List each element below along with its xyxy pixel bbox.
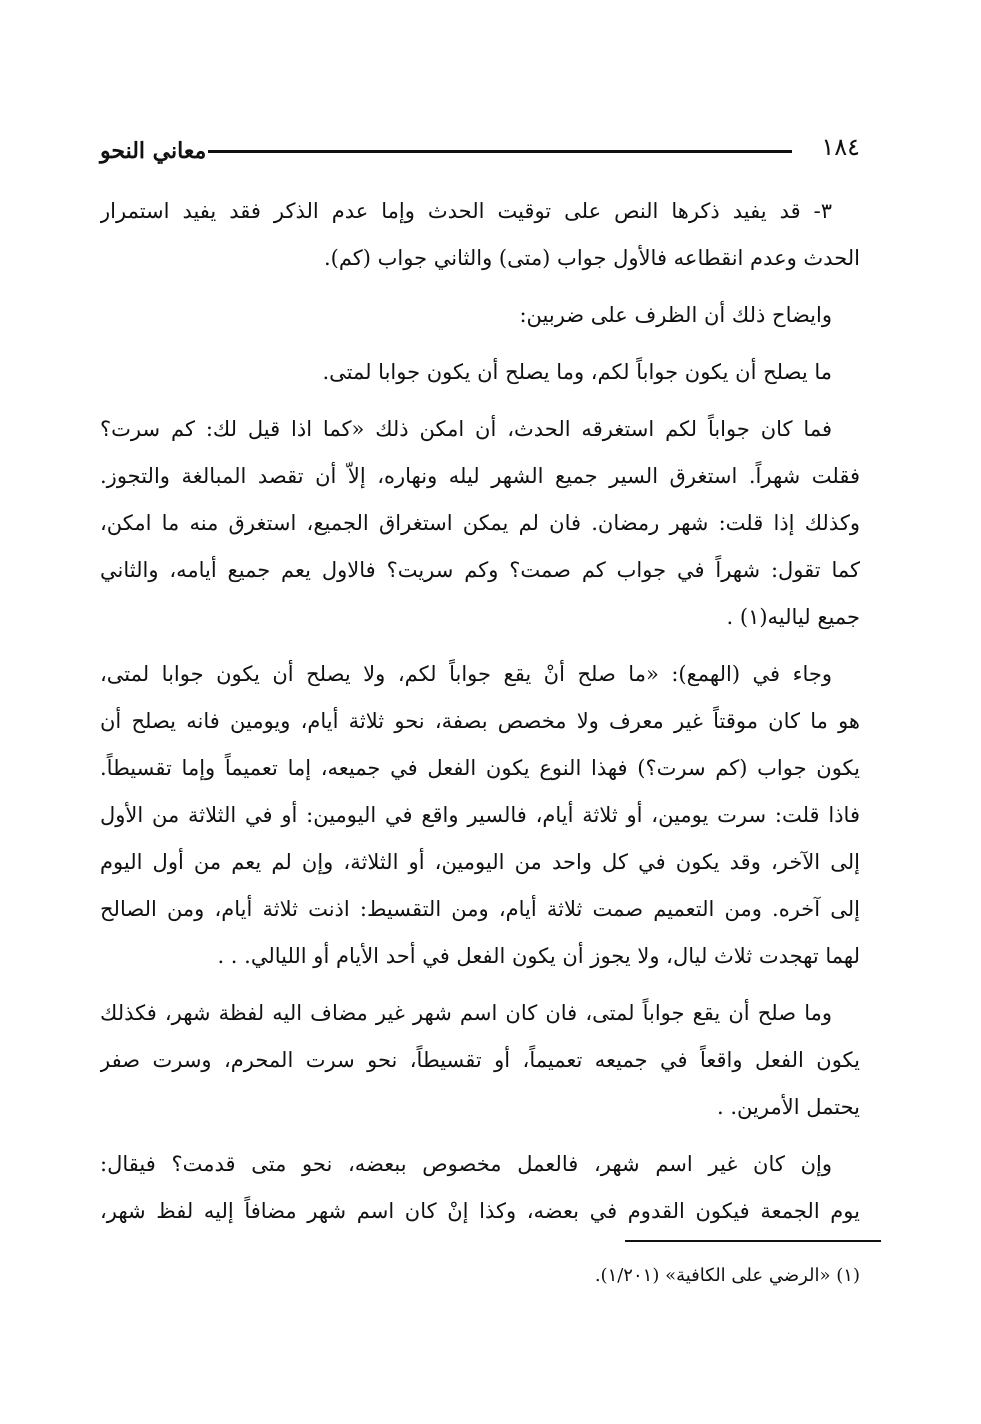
text-line: الحدث وعدم انقطاعه فالأول جواب (متى) والثاني جواب (كم). <box>323 246 860 270</box>
text-line: يحتمل الأمرين. . <box>717 1095 860 1119</box>
footnote-rule <box>625 1240 881 1242</box>
paragraph <box>100 349 860 396</box>
text-line: فقلت شهراً. استغرق السير جميع الشهر ليله ونهاره، إلاّ أن تقصد المبالغة والتجوز. <box>100 464 860 488</box>
text-line: وما صلح أن يقع جواباً لمتى، فان كان اسم شهر غير مضاف اليه لفظة شهر، فكذلك <box>100 1001 832 1025</box>
text-line: فما كان جواباً لكم استغرقه الحدث، أن امكن ذلك «كما اذا قيل لك: كم سرت؟ <box>100 417 832 441</box>
paragraph <box>100 406 860 641</box>
text-line: وإن كان غير اسم شهر، فالعمل مخصوص ببعضه، نحو متى قدمت؟ فيقال: <box>100 1152 832 1176</box>
page-header <box>100 132 860 172</box>
running-title: معاني النحو <box>100 138 207 164</box>
text-line: إلى آخره. ومن التعميم صمت ثلاثة أيام، ومن التقسيط: اذنت ثلاثة أيام، ومن الصالح <box>100 897 860 921</box>
text-line: ما يصلح أن يكون جواباً لكم، وما يصلح أن يكون جوابا لمتى. <box>322 360 832 384</box>
text-line: فاذا قلت: سرت يومين، أو ثلاثة أيام، فالسير واقع في اليومين: أو في الثلاثة من الأول <box>100 803 860 827</box>
text-line: وكذلك إذا قلت: شهر رمضان. فان لم يمكن استغراق الجميع، استغرق منه ما امكن، <box>100 511 860 535</box>
text-line: ٣- قد يفيد ذكرها النص على توقيت الحدث وإما عدم الذكر فقد يفيد استمرار <box>100 199 832 223</box>
paragraph <box>100 651 860 980</box>
text-line: وايضاح ذلك أن الظرف على ضربين: <box>519 303 832 327</box>
text-line: يكون الفعل واقعاً في جميعه تعميماً، أو تقسيطاً، نحو سرت المحرم، وسرت صفر <box>100 1048 860 1072</box>
text-line: كما تقول: شهراً في جواب كم صمت؟ وكم سريت؟ فالاول يعم جميع أيامه، والثاني <box>100 558 860 582</box>
text-line: يكون جواب (كم سرت؟) فهذا النوع يكون الفعل في جميعه، إما تعميماً وإما تقسيطاً. <box>100 756 860 780</box>
paragraph <box>100 188 860 282</box>
text-line: يوم الجمعة فيكون القدوم في بعضه، وكذا إنْ كان اسم شهر مضافاً إليه لفظ شهر، <box>100 1199 860 1223</box>
paragraph <box>100 990 860 1131</box>
paragraph <box>100 1141 860 1235</box>
text-line: هو ما كان موقتاً غير معرف ولا مخصص بصفة، نحو ثلاثة أيام، ويومين فانه يصلح أن <box>100 709 860 733</box>
text-line: لهما تهجدت ثلاث ليال، ولا يجوز أن يكون الفعل في أحد الأيام أو الليالي. . . <box>217 944 860 968</box>
page-number: ١٨٤ <box>821 133 860 161</box>
footnote: (١) «الرضي على الكافية» (١/٢٠١). <box>594 1265 860 1286</box>
text-line: جميع لياليه(١) . <box>726 605 860 629</box>
header-rule <box>208 150 792 153</box>
text-line: وجاء في (الهمع): «ما صلح أنْ يقع جواباً لكم، ولا يصلح أن يكون جوابا لمتى، <box>100 662 832 686</box>
paragraph <box>100 292 860 339</box>
page-body <box>100 188 860 1245</box>
text-line: إلى الآخر، وقد يكون في كل واحد من اليومين، أو الثلاثة، وإن لم يعم من أول اليوم <box>100 850 860 874</box>
